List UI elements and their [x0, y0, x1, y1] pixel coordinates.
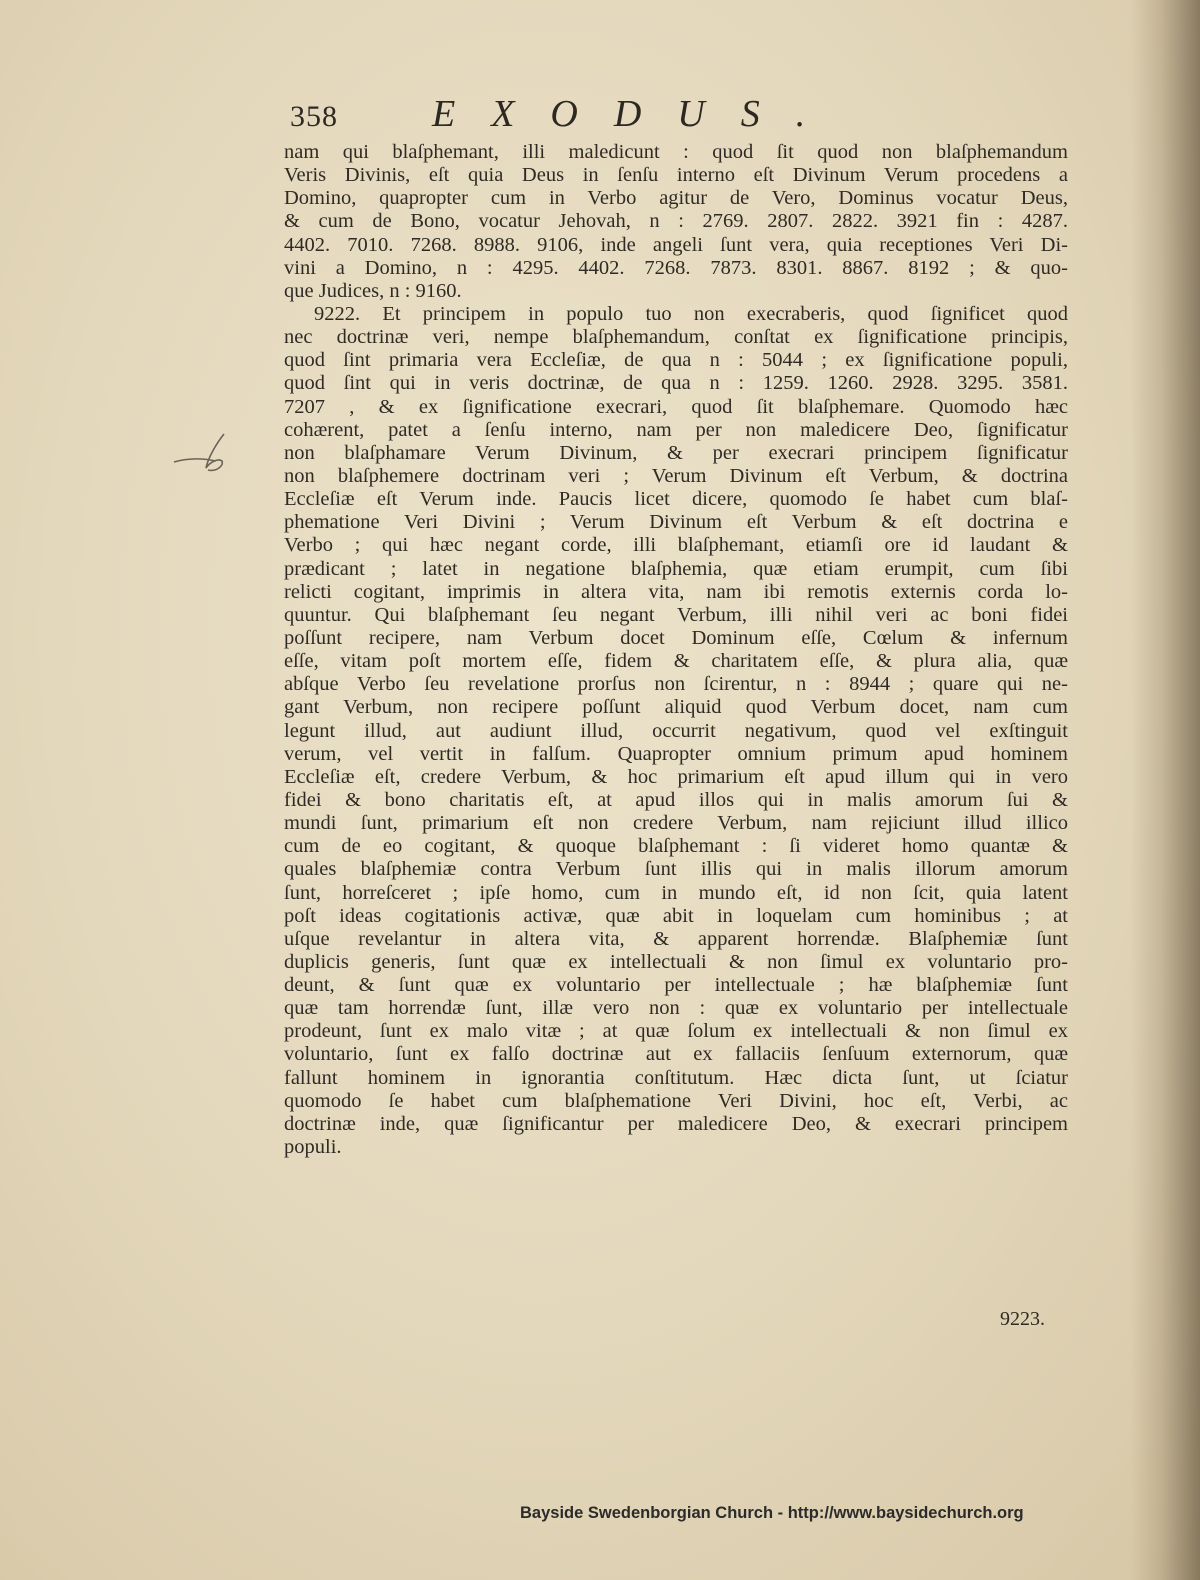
text-line: quales blaſphemiæ contra Verbum ſunt illis qui in malis illorum amorum [284, 858, 1068, 881]
text-line: poſſunt recipere, nam Verbum docet Dominum eſſe, Cœlum & infernum [284, 626, 1068, 649]
text-line: nam qui blaſphemant, illi maledicunt : quod ſit quod non blaſphemandum [284, 141, 1068, 163]
text-line: abſque Verbo ſeu revelatione prorſus non ſcirentur, n : 8944 ; quare qui ne- [284, 673, 1068, 696]
text-line: 7207 , & ex ſignificatione execrari, quod ſit blaſphemare. Quomodo hæc [284, 395, 1068, 418]
text-line: voluntario, ſunt ex falſo doctrinæ aut ex fallaciis ſenſuum externorum, quæ [284, 1043, 1068, 1066]
text-line: 4402. 7010. 7268. 8988. 9106, inde angeli ſunt vera, quia receptiones Veri Di- [284, 233, 1068, 256]
text-line: quæ tam horrendæ ſunt, illæ vero non : quæ ex voluntario per intellectuale [284, 997, 1068, 1020]
text-line: phematione Veri Divini ; Verum Divinum eſt Verbum & eſt doctrina e [284, 511, 1068, 534]
body-text [284, 141, 1068, 1159]
text-line: vini a Domino, n : 4295. 4402. 7268. 7873. 8301. 8867. 8192 ; & quo- [284, 256, 1068, 279]
text-line: ſunt, horreſceret ; ipſe homo, cum in mundo eſt, id non ſcit, quia latent [284, 881, 1068, 904]
text-line: que Judices, n : 9160. [284, 279, 462, 302]
text-line: Eccleſiæ eſt Verum inde. Paucis licet dicere, quomodo ſe habet cum blaſ- [284, 488, 1068, 511]
text-line: prodeunt, ſunt ex malo vitæ ; at quæ ſolum ex intellectuali & non ſimul ex [284, 1020, 1068, 1043]
text-line: quod ſint qui in veris doctrinæ, de qua n : 1259. 1260. 2928. 3295. 3581. [284, 372, 1068, 395]
margin-annotation [168, 428, 238, 478]
text-line: eſſe, vitam poſt mortem eſſe, fidem & charitatem eſſe, & plura alia, quæ [284, 650, 1068, 673]
text-line: poſt ideas cogitationis activæ, quæ abit in loquelam cum hominibus ; at [284, 904, 1068, 927]
text-line: mundi ſunt, primarium eſt non credere Verbum, nam rejiciunt illud illico [284, 812, 1068, 835]
footer-credit: Bayside Swedenborgian Church - http://www.baysidechurch.org [520, 1504, 1024, 1522]
page-number: 358 [290, 100, 338, 133]
text-line: populi. [284, 1136, 342, 1159]
text-line: Veris Divinis, eſt quia Deus in ſenſu interno eſt Divinum Verum procedens a [284, 164, 1068, 187]
text-line: cohærent, patet a ſenſu interno, nam per non maledicere Deo, ſignificatur [284, 418, 1068, 441]
page-header [290, 92, 890, 140]
text-line: 9222. Et principem in populo tuo non execraberis, quod ſignificet quod [314, 302, 1068, 325]
text-line: deunt, & ſunt quæ ex voluntario per intellectuale ; hæ blaſphemiæ ſunt [284, 974, 1068, 997]
text-line: gant Verbum, non recipere poſſunt aliquid quod Verbum docet, nam cum [284, 696, 1068, 719]
text-line: Eccleſiæ eſt, credere Verbum, & hoc primarium eſt apud illum qui in vero [284, 765, 1068, 788]
text-line: doctrinæ inde, quæ ſignificantur per maledicere Deo, & execrari principem [284, 1112, 1068, 1135]
text-line: non blaſphemere doctrinam veri ; Verum Divinum eſt Verbum, & doctrina [284, 464, 1068, 487]
text-line: quuntur. Qui blaſphemant ſeu negant Verbum, illi nihil veri ac boni fidei [284, 603, 1068, 626]
text-line: relicti cogitant, imprimis in altera vita, nam ibi remotis externis corda lo- [284, 580, 1068, 603]
text-line: non blaſphamare Verum Divinum, & per execrari principem ſignificatur [284, 441, 1068, 464]
text-line: nec doctrinæ veri, nempe blaſphemandum, conſtat ex ſignificatione principis, [284, 326, 1068, 349]
text-line: fidei & bono charitatis eſt, at apud illos qui in malis amorum ſui & [284, 788, 1068, 811]
running-title: EXODUS. [432, 93, 842, 135]
text-line: quomodo ſe habet cum blaſphematione Veri Divini, hoc eſt, Verbi, ac [284, 1089, 1068, 1112]
text-line: verum, vel vertit in falſum. Quapropter omnium primum apud hominem [284, 742, 1068, 765]
text-line: uſque revelantur in altera vita, & apparent horrendæ. Blaſphemiæ ſunt [284, 927, 1068, 950]
text-line: & cum de Bono, vocatur Jehovah, n : 2769. 2807. 2822. 3921 fin : 4287. [284, 210, 1068, 233]
text-line: cum de eo cogitant, & quoque blaſphemant : ſi videret homo quantæ & [284, 835, 1068, 858]
text-line: Domino, quapropter cum in Verbo agitur de Vero, Dominus vocatur Deus, [284, 187, 1068, 210]
text-line: prædicant ; latet in negatione blaſphemia, quæ etiam erumpit, cum ſibi [284, 557, 1068, 580]
text-line: duplicis generis, ſunt quæ ex intellectuali & non ſimul ex voluntario pro- [284, 950, 1068, 973]
text-line: legunt illud, aut audiunt illud, occurrit negativum, quod vel exſtinguit [284, 719, 1068, 742]
catchword: 9223. [1000, 1308, 1045, 1330]
text-line: fallunt hominem in ignorantia conſtitutum. Hæc dicta ſunt, ut ſciatur [284, 1066, 1068, 1089]
binding-shadow [1130, 0, 1200, 1580]
text-line: quod ſint primaria vera Eccleſiæ, de qua n : 5044 ; ex ſignificatione populi, [284, 349, 1068, 372]
text-line: Verbo ; qui hæc negant corde, illi blaſphemant, etiamſi ore id laudant & [284, 534, 1068, 557]
